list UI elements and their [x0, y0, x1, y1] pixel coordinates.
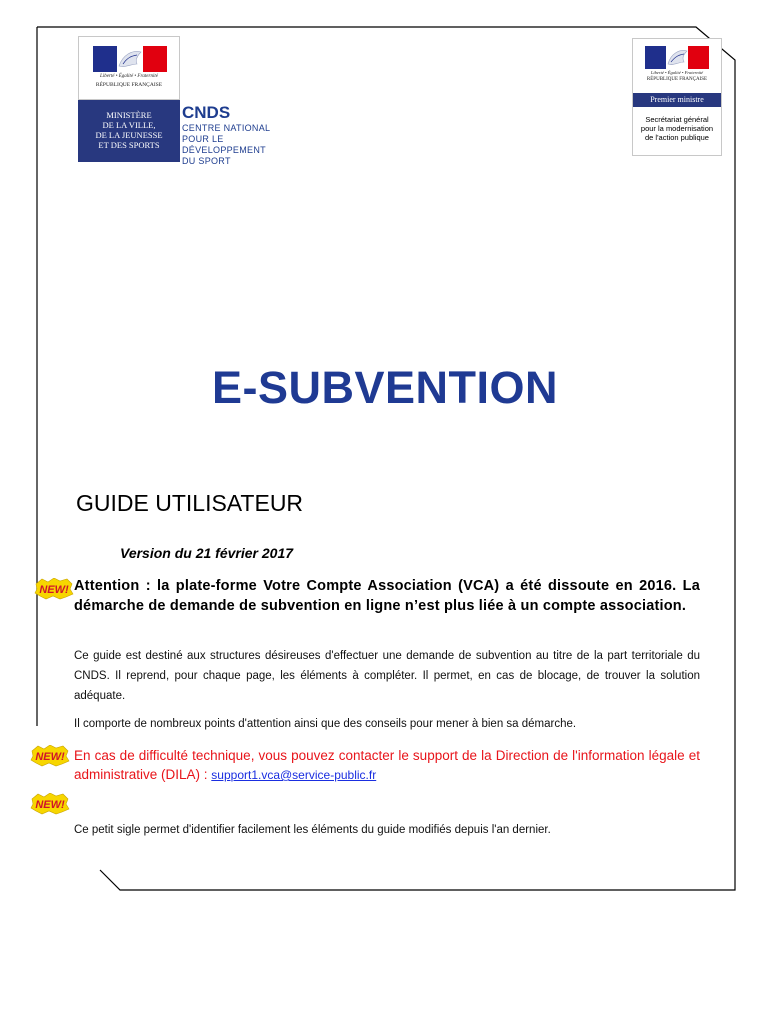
- french-flag-icon: [93, 46, 167, 72]
- support-email-link[interactable]: support1.vca@service-public.fr: [211, 768, 377, 782]
- attention-points-paragraph: Il comporte de nombreux points d'attention ainsi que des conseils pour mener à bien sa démarche.: [74, 718, 577, 730]
- premier-ministre-band: Premier ministre: [633, 93, 721, 107]
- new-badge-icon: [34, 578, 74, 600]
- cnds-line: DU SPORT: [182, 156, 231, 166]
- marianne-logo-right: [632, 38, 722, 156]
- intro-paragraph: Ce guide est destiné aux structures désireuses d'effectuer une demande de subvention au titre de la part territoriale du CNDS. Il reprend, pour chaque page, les éléments à compléter. Il permet, en cas de blocage, de trouver la solution adéquate.: [74, 650, 700, 702]
- new-badge-text: NEW!: [35, 751, 65, 763]
- cnds-line: POUR LE: [182, 134, 224, 144]
- french-flag-icon: [645, 46, 709, 69]
- ministry-line: DE LA VILLE,: [102, 120, 156, 130]
- motto: Liberté • Égalité • Fraternité: [100, 74, 158, 79]
- badge-explanation: Ce petit sigle permet d'identifier facilement les éléments du guide modifiés depuis l'an dernier.: [74, 824, 551, 836]
- new-badge-icon: [30, 745, 70, 767]
- cnds-line: DÉVELOPPEMENT: [182, 145, 266, 155]
- ministry-line: MINISTÈRE: [106, 110, 152, 120]
- ministry-block: [78, 100, 180, 162]
- ministry-line: DE LA JEUNESSE: [95, 130, 163, 140]
- marianne-logo-left: [78, 36, 180, 100]
- version-date: Version du 21 février 2017: [120, 545, 294, 561]
- attention-notice: Attention : la plate-forme Votre Compte Association (VCA) a été dissoute en 2016. La démarche de demande de subvention en ligne n’est plus liée à un compte association.: [74, 578, 700, 614]
- document-subtitle: GUIDE UTILISATEUR: [76, 490, 304, 516]
- sgmap-line: pour la modernisation: [640, 124, 714, 133]
- republique-francaise: RÉPUBLIQUE FRANÇAISE: [646, 77, 708, 82]
- new-badge-text: NEW!: [35, 799, 65, 811]
- cnds-acronym: CNDS: [182, 103, 231, 122]
- motto: Liberté • Égalité • Fraternité: [650, 70, 704, 75]
- sgmap-line: de l'action publique: [645, 133, 709, 142]
- support-text: En cas de difficulté technique, vous pouvez contacter le support de la Direction de l'information légale et administrative (DILA) :: [74, 748, 700, 782]
- republique-francaise: RÉPUBLIQUE FRANÇAISE: [95, 82, 163, 88]
- sgmap-line: Secrétariat général: [645, 115, 709, 124]
- cnds-logo: [182, 104, 270, 166]
- new-badge-text: NEW!: [39, 584, 69, 596]
- ministry-line: ET DES SPORTS: [98, 140, 160, 150]
- cnds-line: CENTRE NATIONAL: [182, 123, 271, 133]
- new-badge-icon: [30, 793, 70, 815]
- support-notice: [74, 746, 700, 785]
- sgmap-text: [635, 115, 719, 142]
- document-title: E-SUBVENTION: [211, 362, 559, 413]
